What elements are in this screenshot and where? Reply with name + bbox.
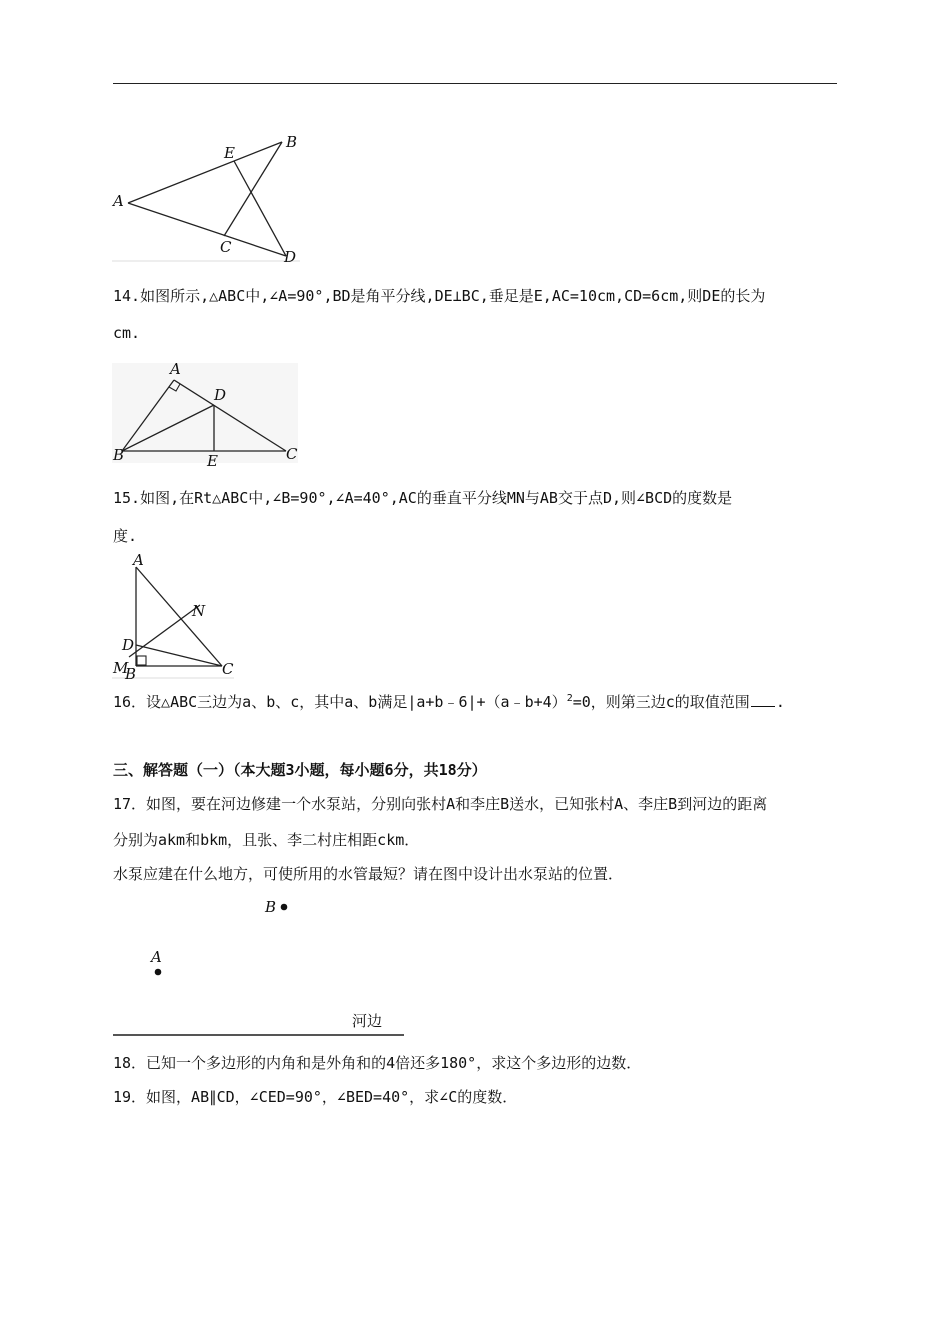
question-16 [113,692,843,715]
figure-q13-diagram [110,130,310,265]
label-A: A [151,948,162,966]
label-D: D [214,386,227,404]
question-16-text-before: 16．设△ABC三边为a、b、c，其中a、b满足|a+b﹣6|+（a﹣b+4） [113,693,567,711]
section-3-heading: 三、解答题（一）（本大题3小题，每小题6分，共18分） [113,761,487,779]
label-A: A [170,360,181,378]
label-C: C [286,445,298,463]
figure-q15 [110,553,240,683]
label-M: M [113,659,129,677]
segment-AD [128,203,286,256]
figure-q15-diagram [110,553,240,683]
label-A: A [133,551,144,569]
question-16-superscript: 2 [566,693,573,704]
question-15-line1: 15.如图,在Rt△ABC中,∠B=90°,∠A=40°,AC的垂直平分线MN与AB交于点D,则∠BCD的度数是 [113,489,733,507]
label-C: C [222,660,234,678]
label-E: E [224,144,235,162]
label-N: N [192,602,206,620]
question-15-line2: 度. [113,527,138,545]
figure-q14 [110,360,300,470]
question-17-line1: 17．如图，要在河边修建一个水泵站，分别向张村A和李庄B送水，已知张村A、李庄B到河边的距离 [113,795,768,813]
label-D: D [122,636,135,654]
right-angle-mark-B [137,656,146,665]
label-B: B [125,665,137,683]
segment-AC [136,567,222,666]
question-14-line1: 14.如图所示,△ABC中,∠A=90°,BD是角平分线,DE⊥BC,垂足是E,AC=10cm,CD=6cm,则DE的长为 [113,287,766,305]
label-B: B [113,446,125,464]
label-B: B [286,133,298,151]
top-rule [113,83,837,84]
segment-AB [128,142,282,203]
question-16-text-end: . [775,693,785,711]
label-D: D [284,248,297,266]
label-E: E [207,452,218,470]
question-19: 19．如图，AB∥CD，∠CED=90°，∠BED=40°，求∠C的度数． [113,1088,518,1106]
point-A [155,969,162,976]
figure-q13 [110,130,310,265]
figure-q14-diagram [110,360,300,470]
label-C: C [220,238,232,256]
question-16-text-after: =0，则第三边c的取值范围 [572,693,750,711]
figure-q14-background [112,363,298,463]
line-MN [129,605,200,657]
question-16-answer-blank[interactable] [751,694,775,707]
question-17-line3: 水泵应建在什么地方，可使所用的水管最短？请在图中设计出水泵站的位置． [113,865,624,883]
question-14-line2: cm. [113,324,141,342]
point-B [281,904,288,911]
question-17-line2: 分别为akm和bkm，且张、李二村庄相距ckm． [113,831,420,849]
label-B: B [265,898,277,916]
segment-DC [136,645,222,666]
question-18: 18．已知一个多边形的内角和是外角和的4倍还多180°，求这个多边形的边数． [113,1054,642,1072]
label-A: A [113,192,124,210]
river-label: 河边 [352,1012,383,1030]
